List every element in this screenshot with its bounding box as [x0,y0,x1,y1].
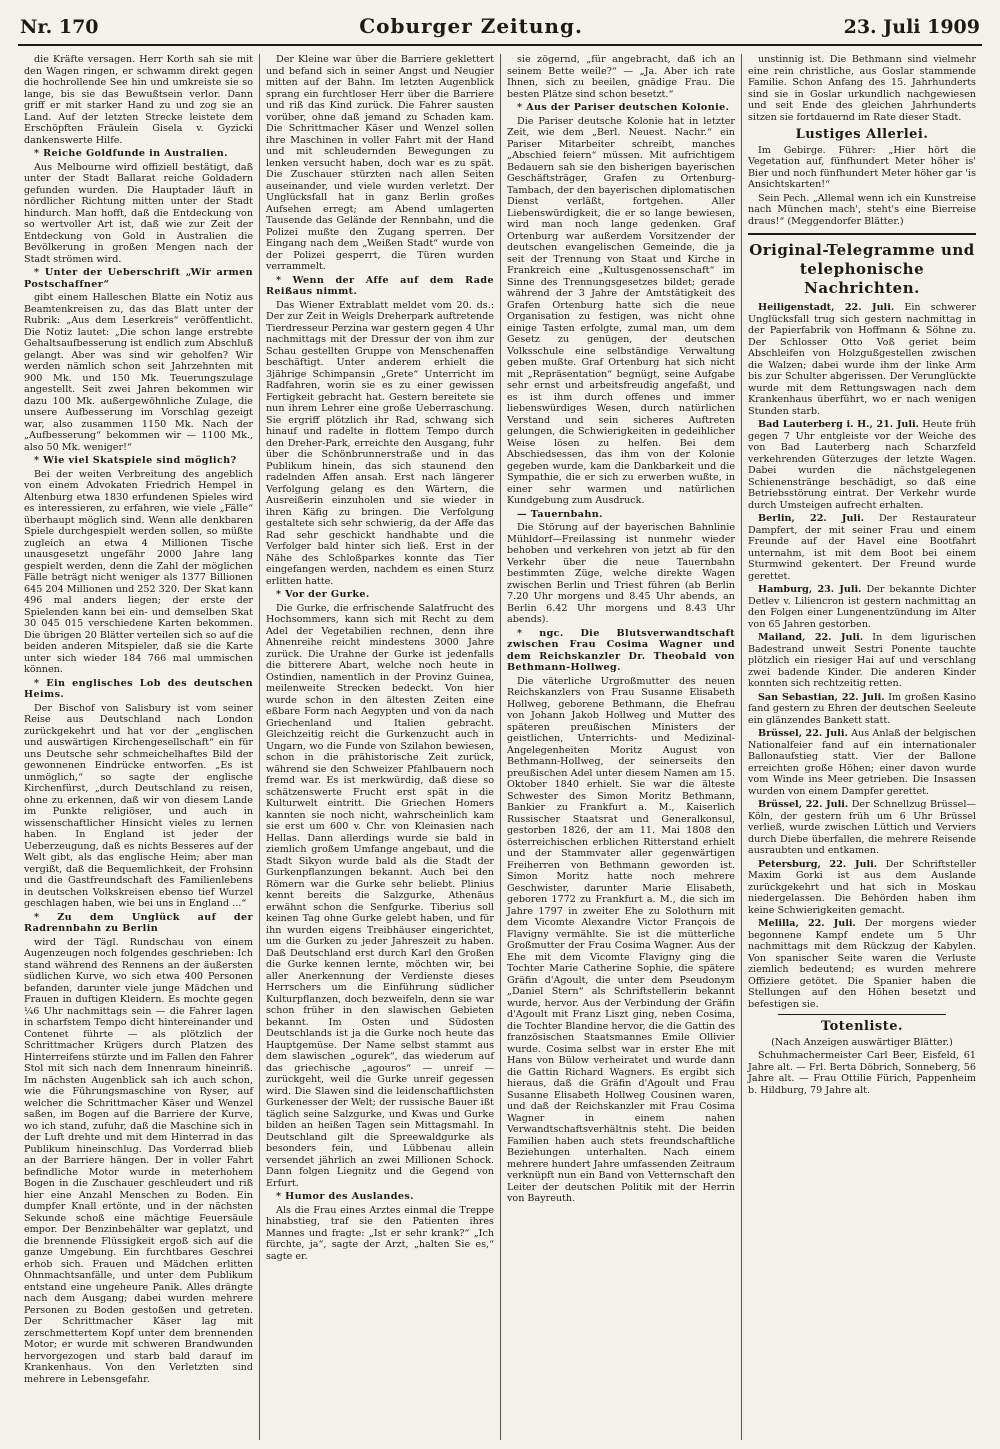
column-1 [18,54,259,1440]
column-2 [259,54,500,1440]
column-4 [741,54,982,1440]
article-text: Das Wiener Extrablatt meldet vom 20. ds.: Der zur Zeit in Weigls Dreherpark auftretende Tierdresseur Perzina war gestern gegen 4 Uhr nachmittags mit der Dressur der von ihm zur Schau gestellten Gruppe von Menschenaffen beschäftigt. Unter anderem erhielt die 3jährige Schimpansin „Grete“ Unterricht im Radfahren, worin sie es zu einer gewissen Fertigkeit gebracht hat. Gestern bereitete sie nun ihrem Lehrer eine große Ueberraschung. Sie ergriff plötzlich ihr Rad, schwang sich hinauf und radelte in flottem Tempo durch den Dreher-Park, erreichte den Ausgang, fuhr über die Schönbrunnerstraße und in das Publikum hinein, das sich staunend den radelnden Affen ansah. Erst nach längerer Verfolgung gelang es den Wärtern, die Ausreißerin einzuholen und sie wieder in ihren Käfig zu bringen. Die Verfolgung gestaltete sich sehr schwierig, da der Affe das Rad sehr geschickt handhabte und die Verfolger bald hinter sich ließ. Erst in der Nähe des Schloßparkes konnte das Tier eingefangen werden, nachdem es einen Sturz erlitten hatte. [266,299,494,587]
article-columns [18,54,982,1440]
article-text: Bei der weiten Verbreitung des angeblich von einem Advokaten Friedrich Hempel in Altenburg etwa 1830 erfundenen Spieles wird es interessieren, zu erfahren, wie viele „Fälle“ überhaupt möglich sind. Wenn alle denkbaren Spiele durchgespielt werden sollen, so müßte zugleich an etwa 4 Millionen Tische unausgesetzt ungefähr 2000 Jahre lang gespielt werden, denn die Zahl der möglichen Fälle beträgt nicht weniger als 1377 Billionen 645 204 Millionen und 252 320. Der Skat kann 496 mal anders liegen; der erste der Spielenden kann bei ein- und demselben Skat 30 045 015 verschiedene Karten bekommen. Die übrigen 20 Blätter verteilen sich so auf die beiden anderen Mitspieler, daß sie die Karte unter sich wieder 184 766 mal ummischen können. [24,468,253,675]
telegram-text: Der morgens wieder begonnene Kampf endete um 5 Uhr nachmittags mit dem Rückzug der Kabylen. Von spanischer Seite waren die Verluste ziemlich bedeutend; es wurden mehrere Offiziere getötet. Die Spanier haben die Stellungen auf den Höhen besetzt und befestigen sie. [748,918,976,1010]
article-heading: * Unter der Ueberschrift „Wir armen Postschaffner“ [24,267,253,290]
divider [778,1014,946,1015]
article-text: die Kräfte versagen. Herr Korth sah sie mit den Wagen ringen, er schwamm direkt gegen die hochrollende See hin und umkreiste sie so lange, bis sie das Bewußtsein verlor. Dann griff er mit starker Hand zu und zog sie an Land. Auf der letzten Strecke leistete dem Erschöpften Fräulein Gisela v. Gyzicki dankenswerte Hilfe. [24,54,253,146]
joke-text: Im Gebirge. Führer: „Hier hört die Vegetation auf, fünfhundert Meter höher is' Bier und noch fünfhundert Meter höher gar 'is Ansichtskarten!“ [748,144,976,190]
dateline: Berlin, 22. Juli. [758,513,865,524]
article-heading: * Reiche Goldfunde in Australien. [34,148,228,159]
dateline: Hamburg, 23. Juli. [758,584,862,595]
dateline: Mailand, 22. Juli. [758,632,864,643]
article-heading: * Wie viel Skatspiele sind möglich? [34,455,237,466]
article-heading: * Ein englisches Lob des deutschen Heims. [24,677,253,700]
article-text: wird der Tägl. Rundschau von einem Augenzeugen noch folgendes geschrieben: Ich stand während des Rennens an der äußersten südlichen Kurve, wo sich etwa 400 Personen befanden, darunter viele junge Mädchen und Frauen in duftigen Kleidern. Es mochte gegen ¼6 Uhr nachmittags sein — die Fahrer lagen in scharfstem Tempo dicht hintereinander und Contenet führte — als plötzlich der Schrittmacher Krügers durch Platzen des Hinterreifens stürzte und im Fallen den Fahrer Stol mit sich nach dem Innenraum hineinriß. Im nächsten Augenblick sah ich auch schon, wie die Führungsmaschine von Ryser, auf welcher die Schrittmacher Käser und Wenzel saßen, im Bogen auf die Barriere der Kurve, wo ich stand, zufuhr, daß die Maschine sich in der Luft drehte und mit dem Hinterrad in das Publikum hineinschlug. Das Vorderrad blieb an der Barriere hängen. Der in voller Fahrt befindliche Motor wurde in meterhohem Bogen in die Zuschauer geschleudert und riß hier eine Anzahl Menschen zu Boden. Ein dumpfer Knall ertönte, und in der nächsten Sekunde schoß eine mächtige Feuersäule empor. Der Benzinbehälter war geplatzt, und die brennende Flüssigkeit ergoß sich auf die ganze Umgebung. Ein furchtbares Geschrei erhob sich. Frauen und Mädchen erlitten Ohnmachtsanfälle, und unter dem Publikum entstand eine ungeheure Panik. Alles drängte nach dem Ausgang; dabei wurden mehrere Personen zu Boden gestoßen und getreten. Der Schrittmacher Käser lag mit zerschmettertem Kopf unter dem brennenden Motor; er wurde mit schweren Brandwunden hervorgezogen und starb bald darauf im Krankenhaus. Von den Verletzten sind mehrere in Lebensgefahr. [24,936,253,1385]
article-text: Die väterliche Urgroßmutter des neuen Reichskanzlers von Frau Susanne Elisabeth Hollweg, geborene Bethmann, die Ehefrau von Johann Jakob Hollweg und Mutter des späteren preußischen Ministers der geistlichen, Unterrichts- und Medizinal-Angelegenheiten Moritz August von Bethmann-Hollweg, der seinerseits den preußischen Adel unter diesem Namen am 15. Oktober 1840 erhielt. Sie war die älteste Schwester des Simon Moritz Bethmann, Bankier zu Frankfurt a. M., Kaiserlich Russischer Staatsrat und Generalkonsul, gestorben 1826, der am 11. Mai 1808 den österreichischen erblichen Ritterstand erhielt und der Stammvater aller gegenwärtigen Freiherren von Bethmann geworden ist. Simon Moritz hatte noch mehrere Geschwister, darunter Marie Elisabeth, geboren 1772 zu Frankfurt a. M., die sich im Jahre 1797 in zweiter Ehe zu Solothurn mit dem Vicomte Alexandre Victor François de Flavigny vermählte. Sie ist die mütterliche Großmutter der Frau Cosima Wagner. Aus der Ehe mit dem Vicomte Flavigny ging die Tochter Marie Catherine Sophie, die spätere Gräfin d'Agoult, die unter dem Pseudonym „Daniel Stern“ als Schriftstellerin bekannt wurde, hervor. Aus der Verbindung der Gräfin d'Agoult mit Franz Liszt ging, neben Cosima, die Tochter Blandine hervor, die die Gattin des französischen Staatsmannes Emile Ollivier wurde. Cosima selbst war in erster Ehe mit Hans von Bülow verheiratet und wurde dann die Gattin Richard Wagners. Es ergibt sich hieraus, daß die Gräfin d'Agoult und Frau Susanne Elisabeth Hollweg Cousinen waren, und daß der Reichskanzler mit Frau Cosima Wagner in einem nahen Verwandtschaftsverhältnis steht. Die beiden Familien haben auch stets freundschaftliche Beziehungen unterhalten. Nach einem mehrere hundert Jahre umfassenden Zeitraum verknüpft nun ein Band von Vetternschaft den Leiter der deutschen Politik mit der Herrin von Bayreuth. [507,675,735,1204]
article-heading: * Vor der Gurke. [276,589,370,600]
dateline: Bad Lauterberg i. H., 21. Juli. [758,419,919,430]
article-text: gibt einem Halleschen Blatte ein Notiz aus Beamtenkreisen zu, das das Blatt unter der Rubrik: „Aus dem Leserkreis“ veröffentlicht. Die Notiz lautet: „Die schon lange erstrebte Gehaltsaufbesserung ist endlich zum Abschluß gelangt. Aber was sind wir geholfen? Wir werden nämlich schon seit Jahrzehnten mit 900 Mk. und 150 Mk. Teuerungszulage angestellt. Seit zwei Jahren bekommen wir dazu 100 Mk. außergewöhnliche Zulage, die unsere Aufbesserung im Vorschlag gezeigt war, also zusammen 1150 Mk. Nach der „Aufbesserung“ bekommen wir — 1100 Mk., also 50 Mk. weniger!“ [24,292,253,453]
article-heading: — Tauernbahn. [517,508,603,520]
telegram-text: Der Schnellzug Brüssel—Köln, der gestern früh um 6 Uhr Brüssel verließ, wurde zwischen Lüttich und Verviers durch Diebe überfallen, die mehrere Reisende ausraubten und entkamen. [748,799,976,856]
telegram-text: Ein schwerer Unglücksfall trug sich gestern nachmittag in der Papierfabrik von Hoffmann & Söhne zu. Der Schlosser Otto Voß geriet beim Abschleifen von Holzgußgestellen zwischen die Walzen; dabei wurde ihm der linke Arm bis zur Schulter abgerissen. Der Verunglückte wurde mit dem Rettungswagen nach dem Krankenhaus überführt, wo er nach wenigen Stunden starb. [748,302,976,417]
article-heading: * Wenn der Affe auf dem Rade Reißaus nimmt. [266,274,494,297]
article-heading: * ngc. Die Blutsverwandtschaft zwischen Frau Cosima Wagner und dem Reichskanzler Dr. Theobald von Bethmann-Hollweg. [507,627,735,673]
joke-text: Sein Pech. „Allemal wenn ich ein Kunstreise nach München mach', steht's eine Bierreise draus!“ (Meggendorfer Blätter.) [748,192,976,227]
telegram-text: In dem ligurischen Badestrand unweit Sestri Ponente tauchte plötzlich ein riesiger Hai auf und verschlang zwei badende Kinder. Die anderen Kinder konnten sich rechtzeitig retten. [748,632,976,689]
article-text: sie zögernd, „für angebracht, daß ich an seinem Bette weile?“ — „Ja. Aber ich rate Ihnen, sich zu beeilen, gnädige Frau. Die besten Plätze sind schon besetzt.“ [507,54,735,100]
section-title-telegramme: Original-Telegramme und telephonische Nachrichten. [748,233,976,298]
article-text: Aus Melbourne wird offiziell bestätigt, daß unter der Stadt Ballarat reiche Goldadern gefunden wurden. Die Hauptader läuft in nördlicher Richtung mitten unter der Stadt hindurch. Man hofft, daß die Entdeckung von so wertvoller Art ist, daß wie zur Zeit der Entdeckung von Gold in Australien die Bevölkerung in großen Mengen nach der Stadt strömen wird. [24,161,253,265]
article-text: Die Gurke, die erfrischende Salatfrucht des Hochsommers, kann sich mit Recht zu dem Adel der Vegetabilien rechnen, denn ihre Ahnenreihe reicht mindestens 3000 Jahre zurück. Die Urahne der Gurke ist jedenfalls die bitterere Abart, welche noch heute in Ostindien, namentlich in der Provinz Guinea, meilenweite Strecken bedeckt. Von hier wurde schon in den ältesten Zeiten eine eßbare Form nach Aegypten und von da nach Griechenland und Italien gebracht. Gleichzeitig reicht die Gurkenzucht auch in Ungarn, wo die Funde von Szilahon bewiesen, schon in die prähistorische Zeit zurück, während sie den Schweizer Pfahlbauern noch fremd war. Es ist merkwürdig, daß diese so schätzenswerte Frucht erst spät in die Kulturwelt eintritt. Die Griechen Homers kannten sie noch nicht, wahrscheinlich kam sie erst um 600 v. Chr. von Kleinasien nach Hellas. Dann allerdings wurde sie bald in ziemlich großem Umfange angebaut, und die Stadt Sikyon wurde bald als die Stadt der Gurkenpflanzungen bekannt. Auch bei den Römern war die Gurke sehr beliebt. Plinius kennt bereits die Salzgurke, Athenäus erwähnt schon die Senfgurke. Tiberius soll keinen Tag ohne Gurke gelebt haben, und für ihn wurden eigens Treibhäuser eingerichtet, um die Gurken zu jeder Jahreszeit zu haben. Daß Deutschland erst durch Karl den Großen die Gurke kennen lernte, möchten wir, bei aller Anerkennung der Verdienste dieses Herrschers um die Einführung südlicher Kulturpflanzen, doch bezweifeln, denn sie war schon früher in den slawischen Gebieten bekannt. Im Osten und Südosten Deutschlands ist ja die Gurke noch heute das Hauptgemüse. Der Name selbst stammt aus dem slawischen „ogurek“, das wiederum auf das griechische „agouros“ — unreif — zurückgeht, weil die Gurke unreif gegessen wird. Die Slawen sind die leidenschaftlichsten Gurkenesser der Welt; der russische Bauer ißt täglich seine Salzgurke, und Kwas und Gurke bilden an heißen Tagen sein Mittagsmahl. In Deutschland gilt die Spreewaldgurke als besonders fein, und Lübbenau allein versendet jährlich an zwei Millionen Schock. Dann folgen Liegnitz und die Gegend von Erfurt. [266,602,494,1189]
article-text: Die Störung auf der bayerischen Bahnlinie Mühldorf—Freilassing ist nunmehr wieder behoben und verkehren von jetzt ab für den Verkehr über die neue Tauernbahn bestimmten Züge, welche direkte Wagen zwischen Berlin und Triest führen (ab Berlin 7.20 Uhr morgens und 8.45 Uhr abends, an Berlin 6.42 Uhr morgens und 8.43 Uhr abends). [507,522,735,625]
article-text: Der Kleine war über die Barriere geklettert und befand sich in seiner Angst und Neugier mitten auf der Bahn. Im letzten Augenblick sprang ein furchtloser Herr über die Barriere und riß das Kind zurück. Die Fahrer sausten vorüber, ohne daß jemand zu Schaden kam. Die Schrittmacher Käser und Wenzel sollen ihre Maschinen in voller Fahrt mit der Hand und mit schleudernden Bewegungen zu lenken versucht haben, doch war es zu spät. Die Zuschauer stürzten nach allen Seiten auseinander, und viele wurden verletzt. Der Unglücksfall hat in ganz Berlin großes Aufsehen erregt; am Abend umlagerten Tausende das Gelände der Rennbahn, und die Polizei mußte den Zugang sperren. Der Eingang nach dem „Weißen Stadt“ wurde von der Polizei gesperrt, die Türen wurden verrammelt. [266,54,494,272]
telegram-text: Im großen Kasino fand gestern zu Ehren der deutschen Seeleute ein glänzendes Bankett statt. [748,691,976,726]
article-heading: * Aus der Pariser deutschen Kolonie. [517,102,730,113]
telegram-text: Der bekannte Dichter Detlev v. Liliencron ist gestern nachmittag an den Folgen einer Lungenentzündung im Alter von 65 Jahren gestorben. [748,584,976,630]
dateline: San Sebastian, 22. Juli. [758,691,885,703]
dateline: Brüssel, 22. Juli. [758,799,849,810]
issue-date: 23. Juli 1909 [843,16,980,38]
section-title-totenliste: Totenliste. [820,1019,904,1034]
article-heading: * Humor des Auslandes. [276,1191,414,1202]
article-heading: * Zu dem Unglück auf der Radrennbahn zu Berlin [24,911,253,934]
article-text: Als die Frau eines Arztes einmal die Treppe hinabstieg, traf sie den Patienten ihres Mannes und fragte: „Ist er sehr krank?“ „Ich fürchte, ja“, sagte der Arzt, „halten Sie es,“ sagte er. [266,1204,494,1262]
dateline: Melilla, 22. Juli. [758,918,856,929]
column-3 [500,54,741,1440]
telegram-text: Heute früh gegen 7 Uhr entgleiste vor der Weiche des von Bad Lauterberg nach Scharzfeld verkehrenden Güterzuges der letzte Wagen. Dabei wurden die nächstgelegenen Schienenstränge beschädigt, so daß eine Betriebsstörung eintrat. Der Verkehr wurde durch Umsteigen aufrecht erhalten. [748,419,976,511]
masthead [18,14,982,46]
dateline: Petersburg, 22. Juli. [758,858,878,870]
obituary-text: Schuhmachermeister Carl Beer, Eisfeld, 61 Jahre alt. — Frl. Berta Döbrich, Sonneberg, 56 Jahre alt. — Frau Ottilie Fürich, Pappenheim b. Hildburg, 79 Jahre alt. [748,1050,976,1096]
telegram-text: Aus Anlaß der belgischen Nationalfeier fand auf ein internationaler Ballonaufstieg statt. Vier der Ballone erreichten große Höhen; einer davon wurde vom Winde ins Meer getrieben. Die Insassen wurden von einem Dampfer gerettet. [748,728,976,797]
newspaper-title: Coburger Zeitung. [359,14,583,38]
article-text: Die Pariser deutsche Kolonie hat in letzter Zeit, wie dem „Berl. Neuest. Nachr.“ ein Pariser Mitarbeiter schreibt, manches „Abschied feiern“ müssen. Mit aufrichtigem Bedauern sah sie den bisherigen bayerischen Geschäftsträger, Grafen zu Ortenburg-Tambach, der den bayerischen diplomatischen Dienst verläßt, fortgehen. Aller Liebenswürdigkeit, die er so lange bewiesen, wird man noch lange gedenken. Graf Ortenburg war außerdem Vorsitzender der deutschen evangelischen Gemeinde, die ja seit der Trennung von Staat und Kirche in Frankreich eine „Kultusgenossenschaft“ im Sinne des Trennungsgesetzes bildet; gerade während der 3 Jahre der Amtstätigkeit des Grafen Ortenburg hatte sich die neue Organisation zu festigen, was nicht ohne einige Tasten erfolgte, zumal man, um dem Gesetz zu genügen, der deutschen Volksschule eine selbständige Verwaltung geben mußte. Graf Ortenburg hat sich nicht mit „Repräsentation“ begnügt, seine Aufgabe sehr ernst und arbeitsfreudig angefaßt, und es ist ihm durch offenes und immer liebenswürdiges Wesen, durch natürlichen Verstand und sein sicheres Auftreten gelungen, die Schwierigkeiten in gedeihlicher Weise lösen zu helfen. Bei dem Abschiedsessen, das ihm von der Kolonie gegeben wurde, kam die Dankbarkeit und die Sympathie, die er sich zu erwerben wußte, in einer sehr warmen und natürlichen Kundgebung zum Ausdruck. [507,115,735,506]
telegram-text: Der Schriftsteller Maxim Gorki ist aus dem Auslande zurückgekehrt und hat sich in Moskau niedergelassen. Die Behörden haben ihm keine Schwierigkeiten gemacht. [748,858,976,916]
issue-number: Nr. 170 [20,16,99,38]
source-note: (Nach Anzeigen auswärtiger Blätter.) [771,1036,953,1048]
dateline: Brüssel, 22. Juli. [758,728,848,739]
telegram-text: Der Restaurateur Dampfert, der mit seiner Frau und einem Freunde auf der Havel eine Bootfahrt unternahm, ist mit dem Boot bei einem Sturmwind gekentert. Der Freund wurde gerettet. [748,513,976,582]
dateline: Heiligenstadt, 22. Juli. [758,302,895,313]
section-title-lustiges: Lustiges Allerlei. [795,127,929,142]
article-text: unstinnig ist. Die Bethmann sind vielmehr eine rein christliche, aus Goslar stammende Familie. Schon Anfang des 15. Jahrhunderts sind sie in Goslar urkundlich nachgewiesen und seit Ende des gleichen Jahrhunderts sitzen sie fortdauernd im Rate dieser Stadt. [748,54,976,123]
article-text: Der Bischof von Salisbury ist vom seiner Reise aus Deutschland nach London zurückgekehrt und hat vor der „englischen und auswärtigen Kirchengesellschaft“ ein für uns Deutsche sehr schmeichelhaftes Bild der gewonnenen Eindrücke entworfen. „Es ist unmöglich,“ so sagte der englische Kirchenfürst, „durch Deutschland zu reisen, ohne zu erkennen, daß wir von diesem Lande im Punkte religiöser, und auch in wissenschaftlicher Hinsicht vieles zu lernen haben. In England ist jeder der Ueberzeugung, daß es nichts Besseres auf der Welt gibt, als das englische Heim; aber man vergißt, daß die Bequemlichkeit, der Frohsinn und die Gastfreundschaft des Familienlebens in deutschen Volkskreisen ebenso tief Wurzel geschlagen haben, wie bei uns in England ...“ [24,702,253,909]
